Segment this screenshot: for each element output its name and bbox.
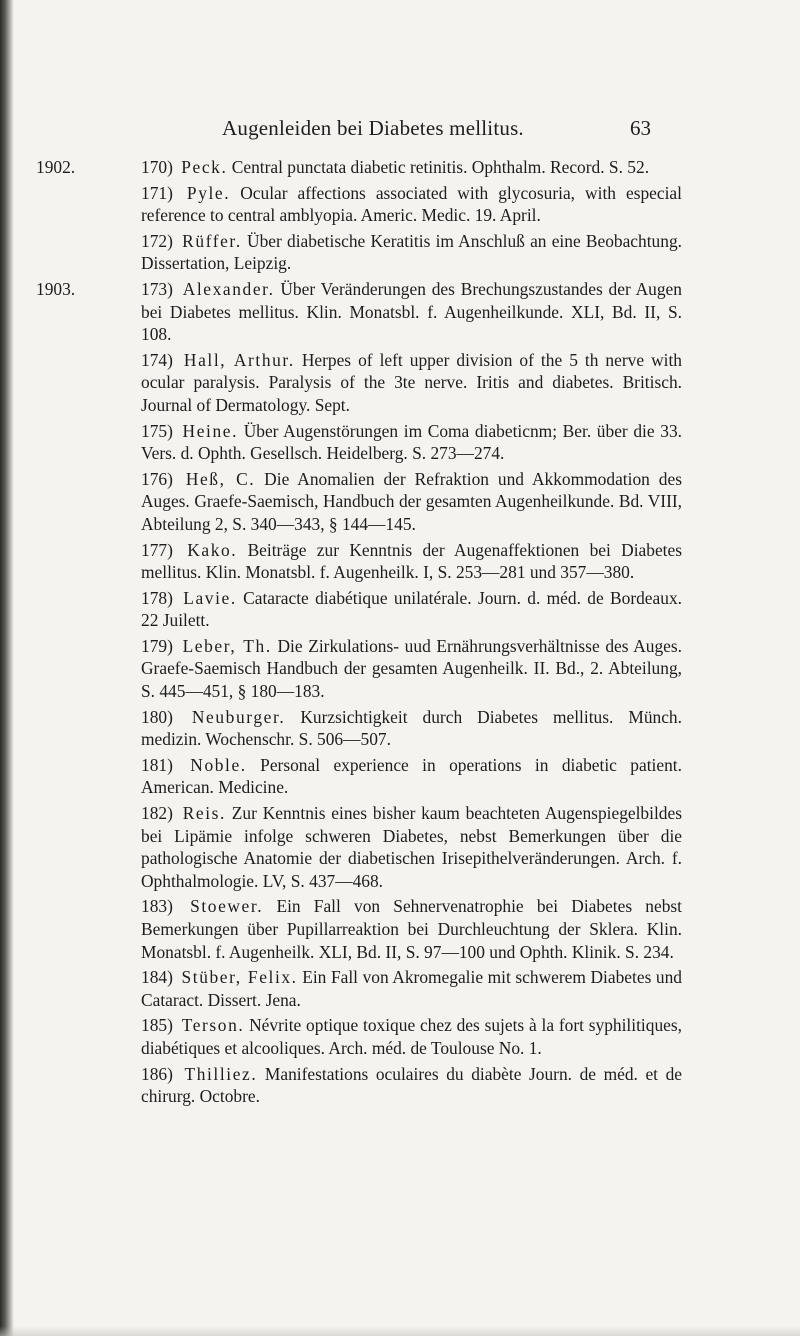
- entry-author: Alexander.: [182, 278, 275, 299]
- entry-number: 170): [141, 157, 173, 177]
- bibliography-entry: [0, 278, 800, 346]
- entry-text: Personal experience in operations in diabetic patient. American. Medicine.: [141, 754, 682, 798]
- entry-text: Ein Fall von Akromegalie mit schwerem Diabetes und Cataract. Dissert. Jena.: [141, 967, 682, 1010]
- bibliography-entry: [0, 895, 800, 963]
- entry-number: 177): [141, 539, 173, 560]
- entry-number: 174): [141, 349, 173, 370]
- entry-author: Hall, Arthur.: [183, 349, 295, 370]
- page-number: 63: [630, 116, 651, 140]
- entry-text: Die Zirkulations- uud Ernährungsverhältnisse des Auges. Graefe-Saemisch Handbuch der gesamten Augenheilk. II. Bd., 2. Abteilung, S. 445—451, § 180—183.: [141, 635, 682, 702]
- bibliography-entry: [0, 966, 800, 1011]
- bibliography-entry: [0, 230, 800, 275]
- entry-author: Reis.: [182, 803, 226, 824]
- bibliography-entry: [0, 754, 800, 799]
- bibliography-entry: [0, 706, 800, 751]
- entry-text: Kurzsichtigkeit durch Diabetes mellitus. Münch. medizin. Wochenschr. S. 506—507.: [141, 706, 682, 750]
- bibliography-entry: [0, 802, 800, 892]
- entry-text: Über Augenstörungen im Coma diabeticnm; Ber. über die 33. Vers. d. Ophth. Gesellsch. Heidelberg. S. 273—274.: [141, 420, 682, 464]
- scan-bottom-edge: [0, 1326, 800, 1336]
- entry-number: 184): [141, 967, 173, 988]
- entry-text: Ein Fall von Sehnervenatrophie bei Diabetes nebst Bemerkungen über Pupillarreaktion bei Durchleuchtung der Sklera. Klin. Monatsbl. f. Augenheilk. XLI, Bd. II, S. 97—100 und Ophth. Klinik. S. 234.: [141, 896, 682, 962]
- bibliography-entry: [0, 420, 800, 465]
- entry-author: Stüber, Felix.: [181, 967, 298, 988]
- entry-number: 173): [141, 278, 173, 299]
- entry-author: Noble.: [190, 754, 247, 775]
- entry-author: Thilliez.: [184, 1063, 258, 1084]
- entry-author: Heine.: [182, 420, 239, 441]
- entry-number: 185): [141, 1015, 173, 1036]
- entry-number: 183): [141, 896, 173, 917]
- entry-number: 182): [141, 803, 173, 824]
- bibliography-entry: [0, 156, 800, 179]
- bibliography-entry: [0, 587, 800, 632]
- bibliography-entry: [0, 539, 800, 584]
- entry-number: 181): [141, 754, 173, 775]
- bibliography-entry: [0, 1063, 800, 1108]
- entry-text: Névrite optique toxique chez des sujets à la fort syphilitiques, diabétiques et alcooliques. Arch. méd. de Toulouse No. 1.: [141, 1015, 682, 1058]
- entry-text: Die Anomalien der Refraktion und Akkommodation des Auges. Graefe-Saemisch, Handbuch der gesamten Augenheilkunde. Bd. VIII, Abteilung 2, S. 340—343, § 144—145.: [141, 468, 682, 534]
- entry-author: Rüffer.: [182, 230, 242, 251]
- entry-number: 176): [141, 468, 173, 489]
- entry-number: 171): [141, 182, 173, 203]
- bibliography-entry: [0, 635, 800, 703]
- entry-number: 178): [141, 587, 173, 608]
- entry-author: Stoewer.: [190, 896, 264, 917]
- entry-text: Beiträge zur Kenntnis der Augenaffektionen bei Diabetes mellitus. Klin. Monatsbl. f. Augenheilk. I, S. 253—281 und 357—380.: [141, 539, 682, 583]
- entry-text: Herpes of left upper division of the 5 th nerve with ocular paralysis. Paralysis of the 3te nerve. Iritis and diabetes. Britisch. Journal of Dermatology. Sept.: [141, 349, 682, 415]
- entry-author: Heß, C.: [185, 468, 256, 489]
- bibliography-list: [0, 156, 800, 1111]
- entry-number: 179): [141, 635, 173, 656]
- entry-text: Über Veränderungen des Brechungszustandes der Augen bei Diabetes mellitus. Klin. Monatsbl. f. Augenheilkunde. XLI, Bd. II, S. 108.: [141, 278, 682, 345]
- entry-text: Zur Kenntnis eines bisher kaum beachteten Augenspiegelbildes bei Lipämie infolge schweren Diabetes, nebst Bemerkungen über die pathologische Anatomie der diabetischen Irisepithelveränderungen. Arch. f. Ophthalmologie. LV, S. 437—468.: [141, 803, 682, 891]
- bibliography-entry: [0, 182, 800, 227]
- entry-text: Central punctata diabetic retinitis. Ophthalm. Record. S. 52.: [231, 157, 650, 177]
- entry-author: Leber, Th.: [182, 635, 272, 656]
- entry-text: Cataracte diabétique unilatérale. Journ. d. méd. de Bordeaux. 22 Juilett.: [141, 587, 682, 631]
- entry-number: 175): [141, 420, 173, 441]
- entry-year: 1902.: [36, 157, 76, 177]
- entry-author: Terson.: [181, 1015, 245, 1036]
- page-header: [0, 116, 800, 146]
- entry-author: Neuburger.: [191, 706, 286, 727]
- entry-text: Ocular affections associated with glycosuria, with especial reference to central amblyopia. Americ. Medic. 19. April.: [141, 182, 682, 226]
- running-title: Augenleiden bei Diabetes mellitus.: [222, 116, 524, 140]
- entry-number: 186): [141, 1063, 173, 1084]
- entry-author: Peck.: [181, 157, 228, 177]
- entry-text: Manifestations oculaires du diabète Journ. de méd. et de chirurg. Octobre.: [141, 1063, 682, 1107]
- entry-number: 180): [141, 706, 173, 727]
- bibliography-entry: [0, 468, 800, 536]
- entry-number: 172): [141, 230, 173, 251]
- entry-text: Über diabetische Keratitis im Anschluß an eine Beobachtung. Dissertation, Leipzig.: [141, 230, 682, 274]
- entry-author: Kako.: [187, 539, 238, 560]
- entry-year: 1903.: [36, 278, 76, 299]
- entry-author: Pyle.: [186, 182, 231, 203]
- entry-author: Lavie.: [183, 587, 237, 608]
- bibliography-entry: [0, 1014, 800, 1059]
- bibliography-entry: [0, 349, 800, 417]
